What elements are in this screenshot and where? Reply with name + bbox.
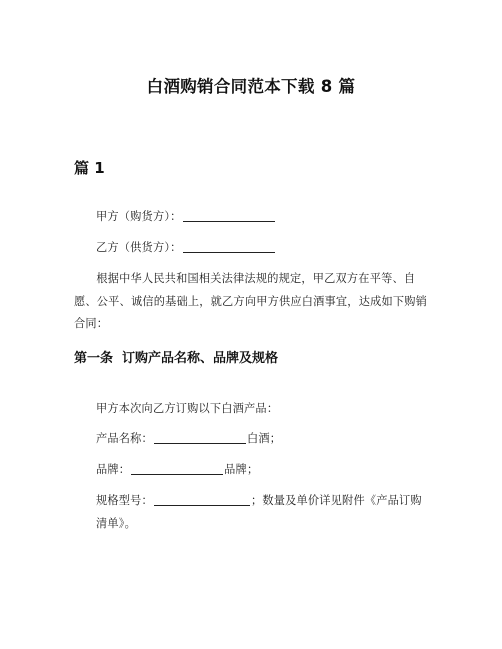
brand-label: 品牌： [96, 463, 131, 476]
party-b-line [96, 238, 276, 258]
brand-blank [131, 462, 223, 475]
brand-suffix: 品牌； [224, 463, 259, 476]
product-name-suffix: 白酒； [246, 432, 282, 445]
spec-paragraph [96, 490, 430, 535]
spec-blank [154, 493, 250, 506]
product-name-line [96, 429, 281, 449]
party-b-label: 乙方（供货方）： [96, 241, 182, 254]
party-a-blank [183, 209, 275, 222]
party-a-label: 甲方（购货方）： [96, 210, 182, 223]
party-b-blank [183, 240, 275, 253]
article-1-intro: 甲方本次向乙方订购以下白酒产品： [96, 402, 279, 415]
party-a-line [96, 207, 276, 227]
brand-line [96, 460, 258, 480]
spec-suffix: ；数量及单价详见附件《产品订购清单》。 [96, 494, 422, 530]
document-title: 白酒购销合同范本下载 8 篇 [146, 77, 356, 96]
product-name-label: 产品名称： [96, 432, 153, 445]
product-name-blank [154, 431, 246, 444]
spec-label: 规格型号： [96, 494, 153, 507]
section-heading: 篇 1 [74, 159, 105, 177]
preamble-paragraph: 根据中华人民共和国相关法律法规的规定，甲乙双方在平等、自愿、公平、诚信的基础上，就乙方向甲方供应白酒事宜，达成如下购销合同： [74, 272, 428, 330]
article-1-heading: 第一条 订购产品名称、品牌及规格 [74, 351, 279, 366]
